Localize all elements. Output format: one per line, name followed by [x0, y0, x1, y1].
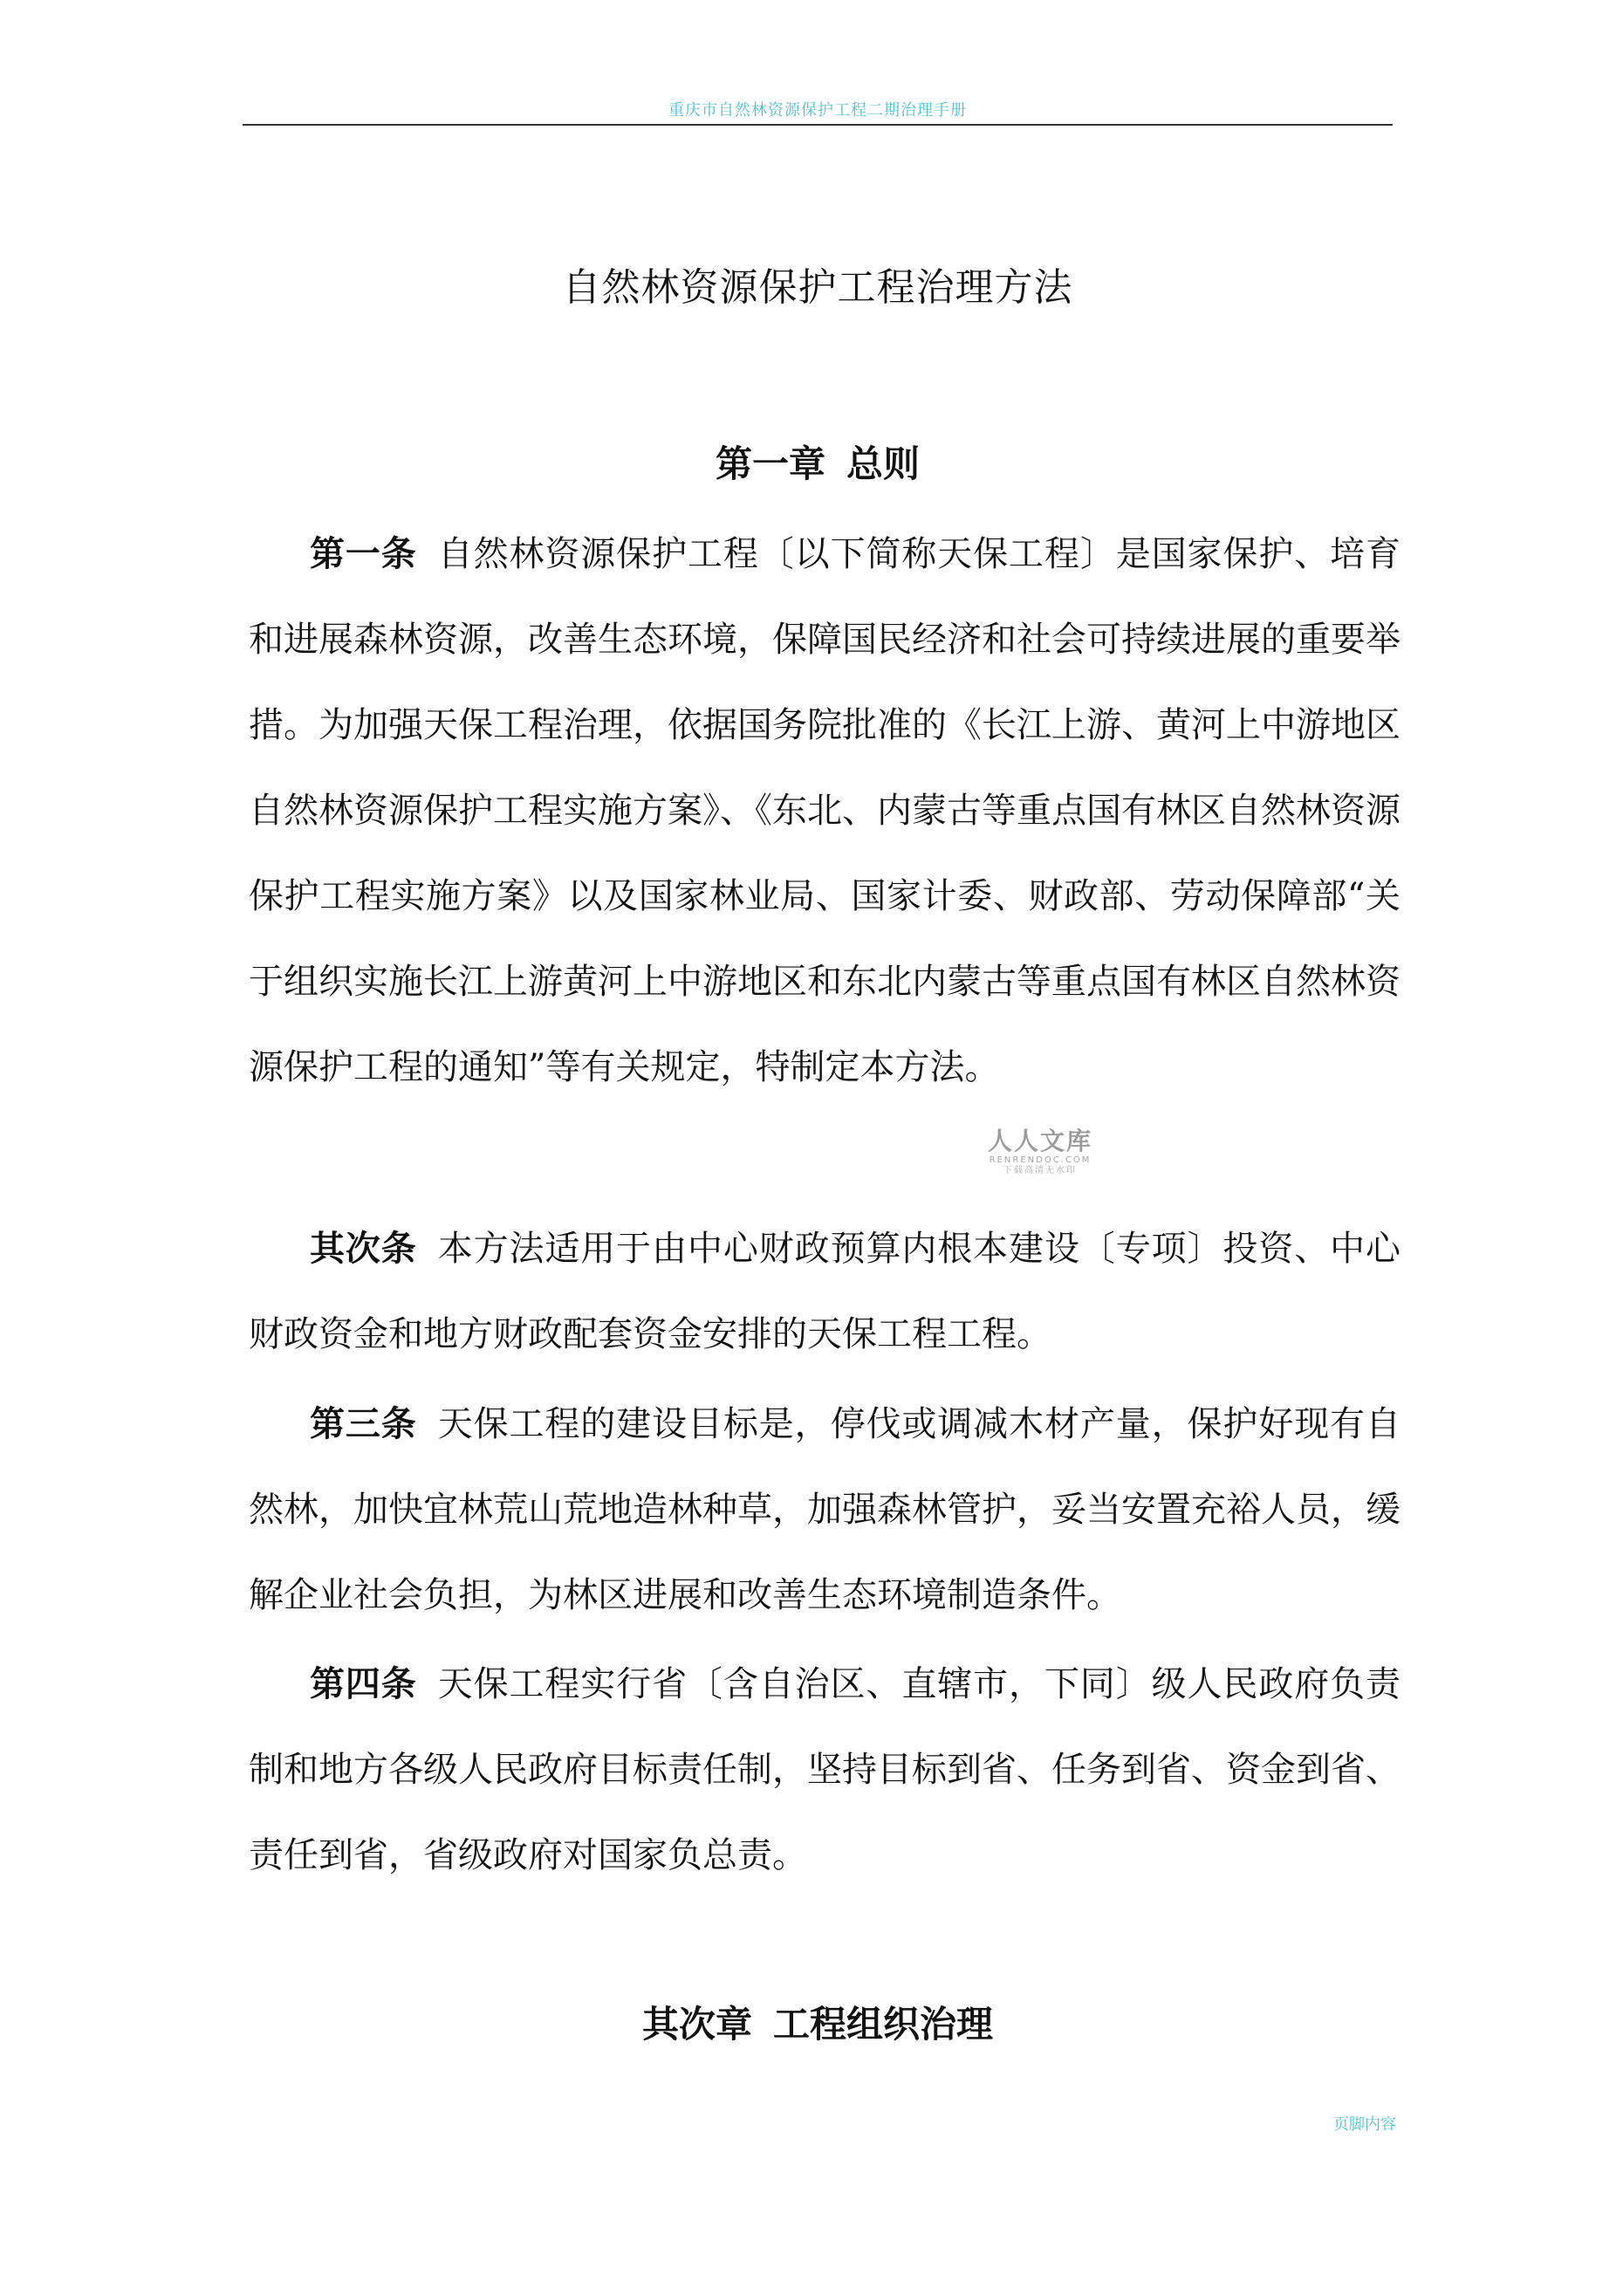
article-3: [249, 1381, 1400, 1638]
article-text: 天保工程实行省〔含自治区、直辖市，下同〕级人民政府负责制和地方各级人民政府目标责任制，坚持目标到省、任务到省、资金到省、责任到省，省级政府对国家负总责。: [249, 1664, 1401, 1875]
article-2: [249, 1206, 1400, 1377]
chapter-heading-1: [243, 438, 1393, 490]
article-label: 第三条: [310, 1403, 417, 1444]
document-title: 自然林资源保护工程治理方法: [562, 265, 1073, 310]
chapter-name: 工程组织治理: [773, 2003, 994, 2046]
chapter-number: 其次章: [641, 2003, 752, 2046]
page-header: 重庆市自然林资源保护工程二期治理手册: [668, 101, 967, 120]
watermark-logo: [979, 1127, 1101, 1176]
article-1: [249, 511, 1400, 1110]
article-4: [249, 1641, 1400, 1898]
chapter-heading-2: [243, 1998, 1393, 2051]
chapter-name: 总则: [846, 442, 921, 485]
article-label: 第四条: [310, 1663, 417, 1704]
watermark-main-text: 人人文库: [987, 1127, 1092, 1155]
chapter-number: 第一章: [715, 442, 825, 485]
page-footer: 页脚内容: [1333, 2115, 1396, 2134]
watermark-url: RENRENDOC.COM: [989, 1155, 1092, 1165]
article-label: 第一条: [310, 533, 417, 574]
article-text: 本方法适用于由中心财政预算内根本建设〔专项〕投资、中心财政资金和地方财政配套资金安排的天保工程工程。: [249, 1229, 1401, 1354]
watermark-subtitle: 下载高清无水印: [1003, 1166, 1077, 1175]
article-text: 自然林资源保护工程〔以下简称天保工程〕是国家保护、培育和进展森林资源，改善生态环境，保障国民经济和社会可持续进展的重要举措。为加强天保工程治理，依据国务院批准的《长江上游、黄河上中游地区自然林资源保护工程实施方案》、《东北、内蒙古等重点国有林区自然林资源保护工程实施方案》以及国家林业局、国家计委、财政部、劳动保障部“关于组织实施长江上游黄河上中游地区和东北内蒙古等重点国有林区自然林资源保护工程的通知”等有关规定，特制定本方法。: [249, 534, 1401, 1087]
article-label: 其次条: [310, 1228, 417, 1269]
article-text: 天保工程的建设目标是，停伐或调减木材产量，保护好现有自然林，加快宜林荒山荒地造林种草，加强森林管护，妥当安置充裕人员，缓解企业社会负担，为林区进展和改善生态环境制造条件。: [249, 1404, 1401, 1615]
header-divider: [243, 124, 1393, 126]
